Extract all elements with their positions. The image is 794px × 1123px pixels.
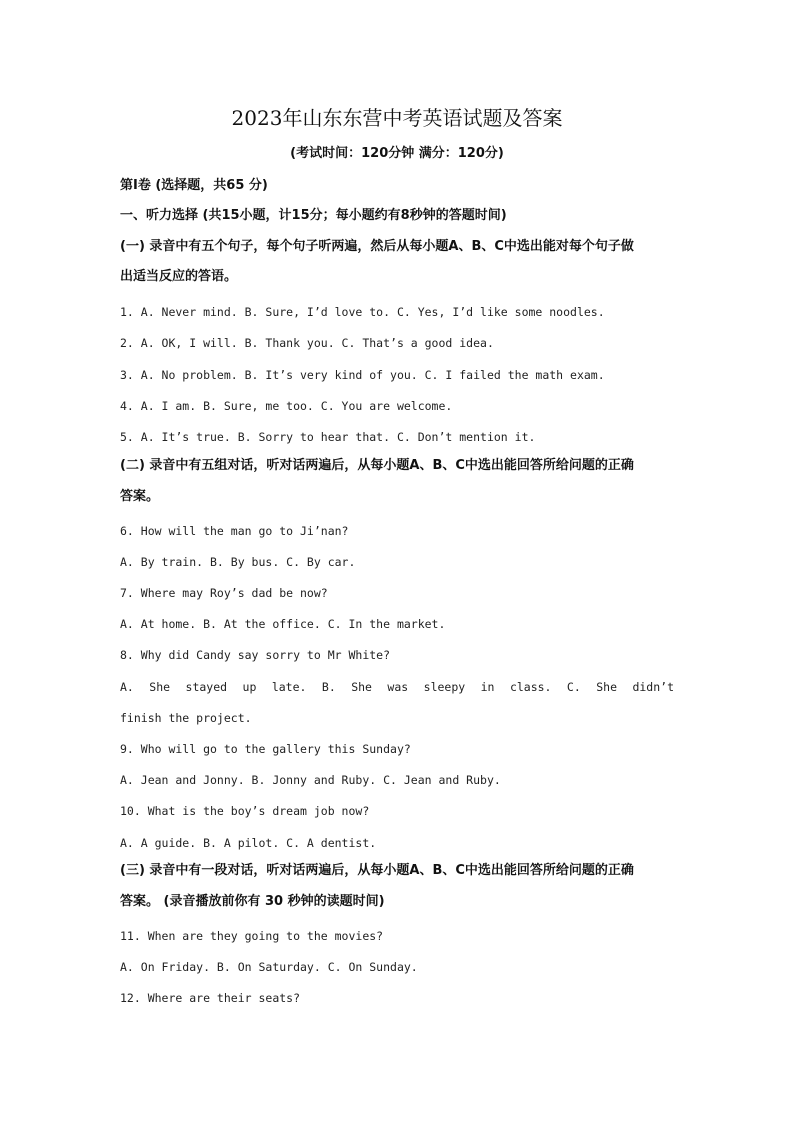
sub2-instruction-line1: (二) 录音中有五组对话，听对话两遍后，从每小题A、B、C中选出能回答所给问题的正确	[120, 458, 634, 473]
question-8-options-line2: finish the project.	[120, 711, 252, 725]
question-4: 4. A. I am. B. Sure, me too. C. You are welcome.	[120, 399, 453, 413]
sub2-instruction-line2: 答案。	[120, 489, 160, 504]
section1-heading: 一、听力选择 (共15小题，计15分；每小题约有8秒钟的答题时间)	[120, 208, 507, 223]
question-1: 1. A. Never mind. B. Sure, I’d love to. C. Yes, I’d like some noodles.	[120, 305, 605, 319]
question-5: 5. A. It’s true. B. Sorry to hear that. C. Don’t mention it.	[120, 430, 536, 444]
page-title: 2023年山东东营中考英语试题及答案	[231, 106, 563, 130]
question-2: 2. A. OK, I will. B. Thank you. C. That’s a good idea.	[120, 336, 494, 350]
sub3-instruction-line2: 答案。 (录音播放前你有 30 秒钟的读题时间)	[120, 894, 385, 909]
part1-heading: 第I卷 (选择题，共65 分)	[120, 178, 268, 193]
question-11-options: A. On Friday. B. On Saturday. C. On Sunday.	[120, 960, 418, 974]
question-9-options: A. Jean and Jonny. B. Jonny and Ruby. C. Jean and Ruby.	[120, 773, 501, 787]
exam-time-and-score: (考试时间：120分钟 满分：120分)	[290, 146, 504, 161]
question-8-options-line1: A. She stayed up late. B. She was sleepy in class. C. She didn’t	[120, 680, 674, 694]
question-10-options: A. A guide. B. A pilot. C. A dentist.	[120, 836, 377, 850]
question-11: 11. When are they going to the movies?	[120, 929, 384, 943]
question-10: 10. What is the boy’s dream job now?	[120, 804, 370, 818]
question-6-options: A. By train. B. By bus. C. By car.	[120, 555, 356, 569]
question-7-options: A. At home. B. At the office. C. In the market.	[120, 617, 446, 631]
question-3: 3. A. No problem. B. It’s very kind of you. C. I failed the math exam.	[120, 368, 605, 382]
question-7: 7. Where may Roy’s dad be now?	[120, 586, 328, 600]
sub1-instruction-line2: 出适当反应的答语。	[120, 269, 238, 284]
question-6: 6. How will the man go to Ji’nan?	[120, 524, 349, 538]
question-8: 8. Why did Candy say sorry to Mr White?	[120, 648, 391, 662]
question-12: 12. Where are their seats?	[120, 991, 301, 1005]
sub1-instruction-line1: (一) 录音中有五个句子，每个句子听两遍，然后从每小题A、B、C中选出能对每个句子做	[120, 239, 634, 254]
question-9: 9. Who will go to the gallery this Sunday?	[120, 742, 411, 756]
sub3-instruction-line1: (三) 录音中有一段对话，听对话两遍后，从每小题A、B、C中选出能回答所给问题的正确	[120, 863, 634, 878]
